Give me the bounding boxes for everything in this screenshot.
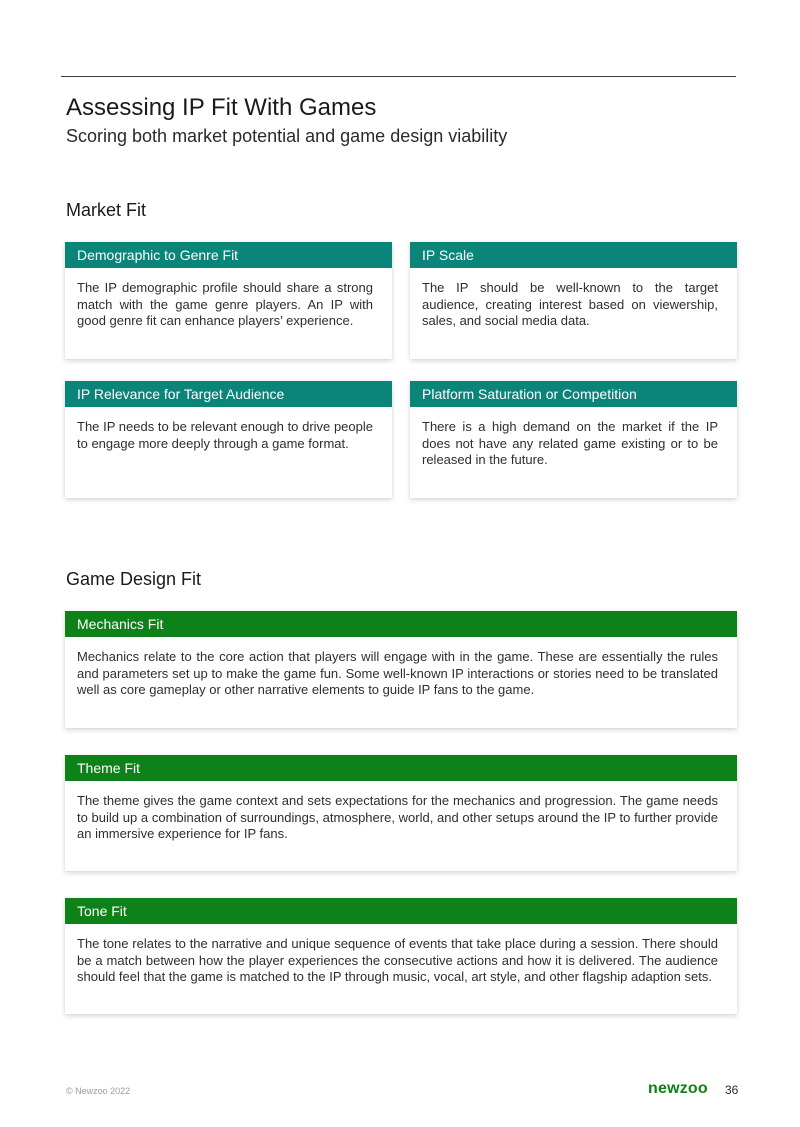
- page-title: Assessing IP Fit With Games: [66, 94, 377, 121]
- top-divider: [61, 76, 736, 77]
- card-demographic-genre-fit: [65, 242, 392, 359]
- card-ip-relevance: [65, 381, 392, 498]
- game-design-fit-heading: Game Design Fit: [66, 569, 202, 589]
- page-subtitle: Scoring both market potential and game design viability: [66, 126, 508, 146]
- card-title: IP Relevance for Target Audience: [65, 381, 392, 407]
- page-number: 36: [725, 1083, 739, 1097]
- card-title: Mechanics Fit: [65, 611, 737, 637]
- card-body: There is a high demand on the market if the IP does not have any related game existing or to be released in the future.: [422, 419, 718, 467]
- card-theme-fit: [65, 755, 737, 871]
- card-mechanics-fit: [65, 611, 737, 728]
- card-title: Demographic to Genre Fit: [65, 242, 392, 268]
- card-title: Tone Fit: [65, 898, 737, 924]
- card-body: The IP needs to be relevant enough to drive people to engage more deeply through a game format.: [77, 419, 373, 451]
- card-tone-fit: [65, 898, 737, 1014]
- market-fit-heading: Market Fit: [66, 200, 147, 220]
- card-body: The IP demographic profile should share a strong match with the game genre players. An IP with good genre fit can enhance players’ experience.: [77, 280, 373, 328]
- card-body: The theme gives the game context and sets expectations for the mechanics and progression. The game needs to build up a combination of surroundings, atmosphere, world, and other setups around the IP to further provide an immersive experience for IP fans.: [77, 793, 718, 841]
- card-title: Platform Saturation or Competition: [410, 381, 737, 407]
- card-body: Mechanics relate to the core action that players will engage with in the game. These are essentially the rules and parameters set up to make the game fun. Some well-known IP interactions or stories need to be translated well as core gameplay or other narrative elements to guide IP fans to the game.: [77, 649, 718, 697]
- newzoo-logo: newzoo: [648, 1080, 708, 1097]
- card-platform-saturation: [410, 381, 737, 498]
- copyright-text: © Newzoo 2022: [66, 1086, 131, 1096]
- card-body: The IP should be well-known to the target audience, creating interest based on viewership, sales, and social media data.: [422, 280, 718, 328]
- card-title: Theme Fit: [65, 755, 737, 781]
- card-body: The tone relates to the narrative and unique sequence of events that take place during a session. There should be a match between how the player experiences the consecutive actions and how it is delivered. The audience should feel that the game is matched to the IP through music, vocal, art style, and other flagship adaption sets.: [77, 936, 718, 984]
- card-title: IP Scale: [410, 242, 737, 268]
- card-ip-scale: [410, 242, 737, 359]
